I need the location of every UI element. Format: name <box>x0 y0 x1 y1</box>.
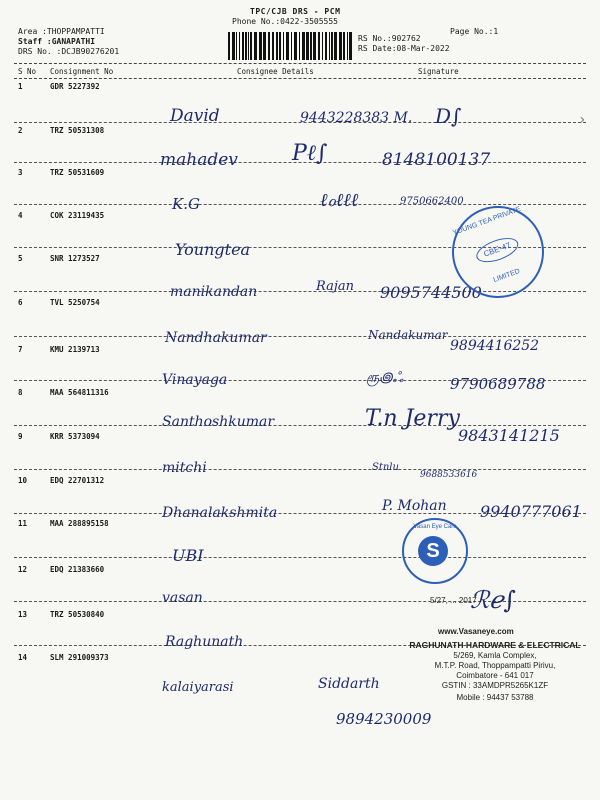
row-sno: 2 <box>18 126 23 135</box>
row-consignment: TVL 5250754 <box>50 298 100 307</box>
row-sno: 5 <box>18 254 23 263</box>
signature-scribble: Nandakumar <box>368 328 448 342</box>
store-address-2: M.T.P. Road, Thoppampatti Pirivu, <box>434 661 556 670</box>
row-consignment: TRZ 50531308 <box>50 126 105 135</box>
store-address-3: Coimbatore - 641 017 <box>456 671 534 680</box>
row-sno: 3 <box>18 168 23 177</box>
handwritten-name: K.G <box>172 195 200 213</box>
row-consignment: MAA 564811316 <box>50 388 109 397</box>
row-consignment: TRZ 50530840 <box>50 610 105 619</box>
row-consignment: EDQ 21383660 <box>50 565 105 574</box>
handwritten-phone: 9940777061 <box>480 502 582 521</box>
row-consignment: GDR 5227392 <box>50 82 100 91</box>
handwritten-phone: 9443228383 M. <box>300 110 413 126</box>
row-consignment: KMU 2139713 <box>50 345 100 354</box>
row-sno: 8 <box>18 388 23 397</box>
seal-text: Vasan Eye Care <box>413 524 457 530</box>
column-rule <box>14 78 586 79</box>
col-consignment: Consignment No <box>50 67 114 76</box>
row-sno: 10 <box>18 476 28 485</box>
signature-scribble: ℓℴℓℓℓ <box>320 190 359 211</box>
rs-number: RS No.:902762 <box>358 34 421 43</box>
handwritten-name: Nandhakumar <box>165 330 267 346</box>
handwritten-phone: 9095744500 <box>380 283 482 302</box>
row-consignment: MAA 288895158 <box>50 519 109 528</box>
row-sno: 1 <box>18 82 23 91</box>
chevron-right-icon: › <box>578 112 587 128</box>
row-sno: 7 <box>18 345 23 354</box>
handwritten-name: mitchi <box>162 460 207 476</box>
area-label: Area :THOPPAMPATTI <box>18 27 105 36</box>
signature-scribble: ரூ꩜ஃ <box>366 370 404 386</box>
seal-text-bottom: LIMITED <box>492 267 521 284</box>
handwritten-name: UBI <box>172 546 204 565</box>
store-gstin: GSTIN : 33AMDPR5265K1ZF <box>441 681 549 690</box>
header-rule <box>14 63 586 64</box>
col-consignee: Consignee Details <box>237 67 314 76</box>
handwritten-name: mahadev <box>160 150 238 170</box>
vasan-logo-icon: S <box>418 536 448 566</box>
signature-scribble: D∫ <box>435 104 462 128</box>
store-name: RAGHUNATH HARDWARE & ELECTRICAL <box>409 640 581 650</box>
vasan-date: 5/27, ... 2017 <box>430 596 477 605</box>
handwritten-name: Raghunath <box>165 634 244 650</box>
row-consignment: EDQ 22701312 <box>50 476 105 485</box>
row-consignment: TRZ 50531609 <box>50 168 105 177</box>
handwritten-phone: 9894230009 <box>336 710 432 728</box>
handwritten-name: David <box>170 106 220 126</box>
col-sno: S No <box>18 67 37 76</box>
signature-scribble: Siddarth <box>318 676 380 692</box>
handwritten-phone: 8148100137 <box>382 150 491 170</box>
handwritten-phone: 9894416252 <box>450 338 540 354</box>
vasan-seal <box>402 518 468 584</box>
row-sno: 6 <box>18 298 23 307</box>
handwritten-name: vasan <box>162 590 203 606</box>
row-consignment: SNR 1273527 <box>50 254 100 263</box>
row-sno: 4 <box>18 211 23 220</box>
row-sno: 13 <box>18 610 28 619</box>
row-divider <box>14 557 586 558</box>
row-sno: 9 <box>18 432 23 441</box>
page-number: Page No.:1 <box>450 27 499 36</box>
row-sno: 11 <box>18 519 28 528</box>
row-sno: 14 <box>18 653 28 662</box>
signature-scribble: P. Mohan <box>382 498 447 514</box>
signature-scribble: T.n Jerry <box>365 406 460 431</box>
vasan-website: www.Vasaneye.com <box>438 627 514 636</box>
rs-date: RS Date:08-Mar-2022 <box>358 44 450 53</box>
handwritten-phone: 9843141215 <box>458 426 560 445</box>
signature-scribble: Stnlu <box>372 462 399 473</box>
handwritten-name: Santhoshkumar <box>162 414 275 430</box>
row-divider <box>14 336 586 337</box>
header-left <box>18 27 119 57</box>
sheet-title: TPC/CJB DRS - PCM <box>250 7 341 16</box>
drs-number: DRS No. :DCJB90276201 <box>18 47 120 56</box>
row-divider <box>14 469 586 470</box>
row-sno: 12 <box>18 565 28 574</box>
handwritten-name: Youngtea <box>175 240 251 259</box>
handwritten-name: kalaiyarasi <box>162 680 234 695</box>
header-phone: Phone No.:0422-3505555 <box>232 17 338 26</box>
handwritten-phone: 9688533616 <box>420 470 478 480</box>
seal-center: CBE-47 <box>473 233 521 267</box>
handwritten-phone: 9790689788 <box>450 375 546 393</box>
handwritten-name: Rajan <box>316 279 354 294</box>
seal-text-top: YOUNG TEA PRIVATE <box>452 205 522 237</box>
row-consignment: COK 23119435 <box>50 211 105 220</box>
row-consignment: KRR 5373094 <box>50 432 100 441</box>
handwritten-name: manikandan <box>170 284 258 300</box>
store-mobile: Mobile : 94437 53788 <box>456 693 534 702</box>
signature-scribble: ℛℯ∫ <box>470 586 516 614</box>
col-signature: Signature <box>418 67 459 76</box>
barcode <box>228 32 352 60</box>
header-right <box>358 34 450 54</box>
handwritten-name: Dhanalakshmita <box>162 505 278 521</box>
staff-label: Staff :GANAPATHI <box>18 37 96 46</box>
signature-scribble: Pℓ∫ <box>292 141 328 166</box>
handwritten-phone: 9750662400 <box>400 196 464 207</box>
row-consignment: SLM 291009373 <box>50 653 109 662</box>
handwritten-name: Vinayaga <box>162 372 228 388</box>
store-address-1: 5/269, Kamla Complex, <box>453 651 537 660</box>
